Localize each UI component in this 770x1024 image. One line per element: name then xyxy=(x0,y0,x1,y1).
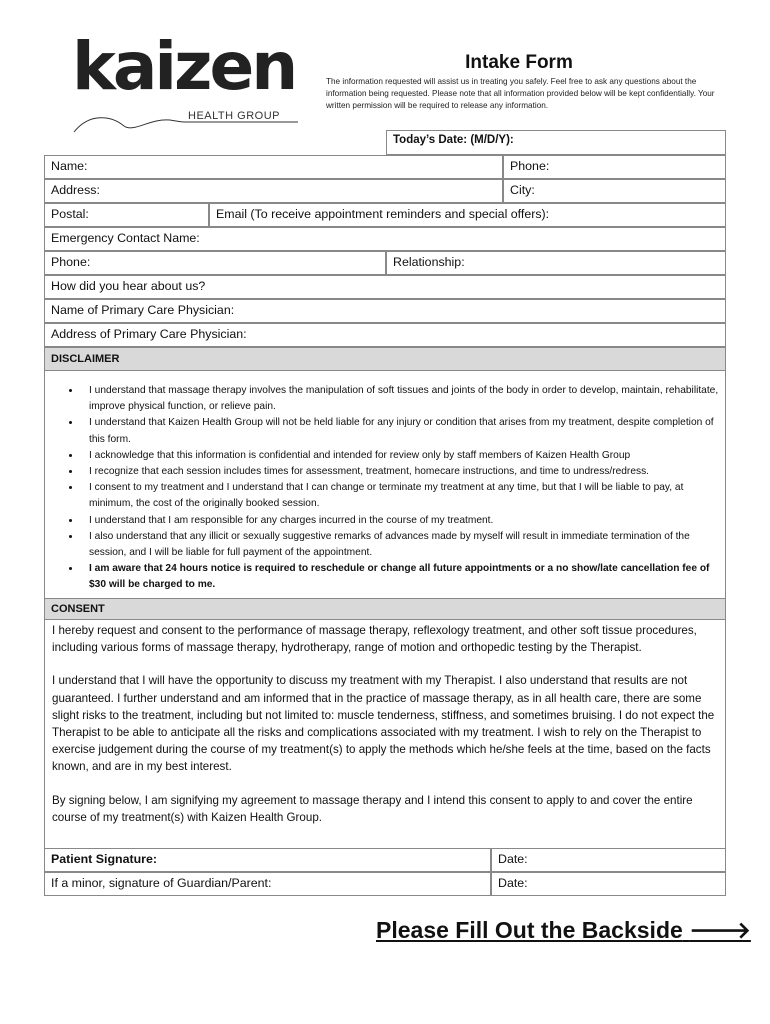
relationship-field[interactable]: Relationship: xyxy=(386,251,726,275)
disclaimer-list xyxy=(45,371,725,594)
disclaimer-item: • I acknowledge that this information is confidential and intended for review only by staff members of Kaizen Health Group xyxy=(81,448,725,464)
hear-about-field[interactable]: How did you hear about us? xyxy=(44,275,726,299)
email-field[interactable]: Email (To receive appointment reminders and special offers): xyxy=(209,203,726,227)
name-field[interactable]: Name: xyxy=(44,155,503,179)
backside-notice xyxy=(376,916,751,944)
emergency-contact-field[interactable]: Emergency Contact Name: xyxy=(44,227,726,251)
physician-address-field[interactable]: Address of Primary Care Physician: xyxy=(44,323,726,347)
disclaimer-item: • I understand that Kaizen Health Group will not be held liable for any injury or condition that arises from my treatment, despite completion of this form. xyxy=(81,415,725,447)
address-field[interactable]: Address: xyxy=(44,179,503,203)
guardian-date-field[interactable]: Date: xyxy=(491,872,726,896)
physician-name-field[interactable]: Name of Primary Care Physician: xyxy=(44,299,726,323)
patient-signature-field[interactable]: Patient Signature: xyxy=(44,848,491,872)
disclaimer-item: • I recognize that each session includes times for assessment, treatment, homecare instructions, and time to undress/redress. xyxy=(81,464,725,480)
arrow-right-icon: 🡒 xyxy=(689,918,751,944)
consent-paragraph: I hereby request and consent to the performance of massage therapy, reflexology treatment, and other soft tissue procedures, including various forms of massage therapy, hydrotherapy, range of motion and orthopedic testing by the Therapist. xyxy=(52,624,697,655)
form-intro: The information requested will assist us in treating you safely. Feel free to ask any questions about the information being requested. Please note that all information provided below will be kept confidentially. Your written permission will be required to release any information. xyxy=(326,77,715,110)
disclaimer-item: • I also understand that any illicit or sexually suggestive remarks of advances made by myself will result in immediate termination of the session, and I will be liable for full payment of the appointment. xyxy=(81,529,725,561)
consent-heading: CONSENT xyxy=(44,598,726,620)
emergency-phone-field[interactable]: Phone: xyxy=(44,251,386,275)
logo-subtitle: HEALTH GROUP xyxy=(188,110,280,122)
kaizen-logo xyxy=(72,28,302,138)
logo-wordmark: kaizen xyxy=(72,28,296,105)
phone-field[interactable]: Phone: xyxy=(503,155,726,179)
guardian-signature-field[interactable]: If a minor, signature of Guardian/Parent: xyxy=(44,872,491,896)
patient-date-field[interactable]: Date: xyxy=(491,848,726,872)
disclaimer-item-cancellation: • I am aware that 24 hours notice is required to reschedule or change all future appointments or a no show/late cancellation fee of $30 will be charged to me. xyxy=(81,561,725,593)
disclaimer-item: • I consent to my treatment and I understand that I can change or terminate my treatment at any time, but that I will be liable to pay, at minimum, the cost of the originally booked session. xyxy=(81,480,725,512)
backside-label: Please Fill Out the Backside xyxy=(376,917,683,943)
todays-date-field[interactable]: Today’s Date: (M/D/Y): xyxy=(386,130,726,155)
form-title: Intake Form xyxy=(465,52,573,73)
consent-paragraph: I understand that I will have the opportunity to discuss my treatment with my Therapist. I also understand that results are not guaranteed. I further understand and am informed that in the practice of massage therapy, as in all health care, there are some slight risks to the treatment, including but not limited to: muscle tenderness, stiffness, and sometimes bruising. I do not expect the Therapist to be able to anticipate all the risks and complications associated with my treatment. I wish to rely on the Therapist to exercise judgement during the course of my treatment(s) to apply the methods which he/she feels at the time, based on the facts known, and are in my best interest. xyxy=(52,674,715,774)
postal-field[interactable]: Postal: xyxy=(44,203,209,227)
consent-paragraph: By signing below, I am signifying my agreement to massage therapy and I intend this consent to apply to and cover the entire course of my treatment(s) with Kaizen Health Group. xyxy=(52,793,693,824)
city-field[interactable]: City: xyxy=(503,179,726,203)
disclaimer-section xyxy=(44,371,726,598)
consent-section xyxy=(44,620,726,848)
disclaimer-heading: DISCLAIMER xyxy=(44,347,726,371)
disclaimer-item: • I understand that I am responsible for any charges incurred in the course of my treatment. xyxy=(81,513,725,529)
disclaimer-item: • I understand that massage therapy involves the manipulation of soft tissues and joints of the body in order to develop, maintain, rehabilitate, improve physical function, or relieve pain. xyxy=(81,383,725,415)
